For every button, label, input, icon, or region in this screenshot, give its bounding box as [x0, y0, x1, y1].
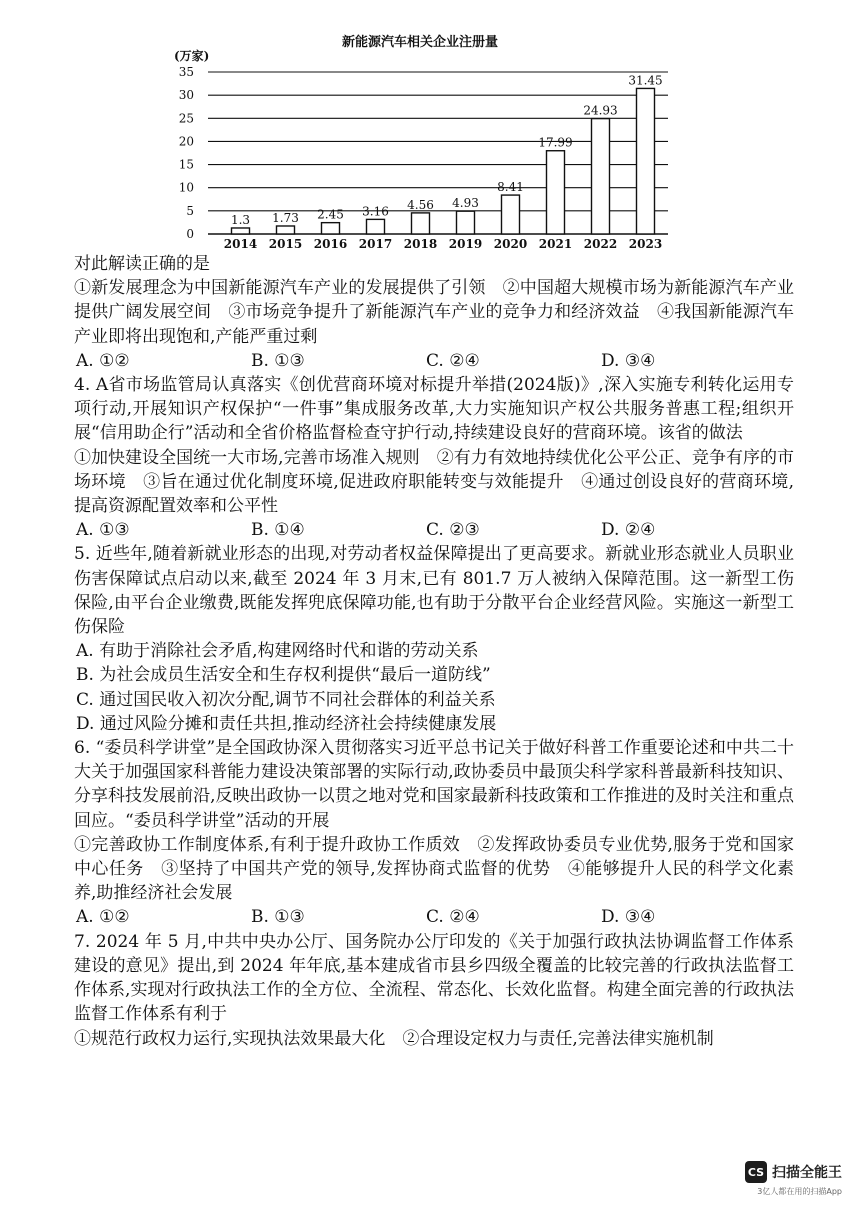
q6-option-d: D. ③④: [601, 907, 656, 928]
x-tick-label-2023: 2023: [628, 237, 663, 251]
q4-options: [74, 518, 794, 542]
value-label-2022: 24.93: [583, 103, 618, 118]
q3-option-a: A. ①②: [76, 350, 130, 371]
bar-2023: [637, 88, 655, 234]
y-tick-label-5: 5: [186, 203, 194, 218]
bar-2022: [592, 119, 610, 234]
value-label-2023: 31.45: [628, 73, 663, 88]
q6-option-a: A. ①②: [76, 907, 130, 928]
q5-stem: 5. 近些年,随着新就业形态的出现,对劳动者权益保障提出了更高要求。新就业形态就业人员职业伤害保障试点启动以来,截至 2024 年 3 月末,已有 801.7 万人被纳入保障范围。这一新型工伤保险,由平台企业缴费,既能发挥兜底保障功能,也有助于分散平台企业经营风险。实施这一新型工伤保险: [74, 544, 794, 638]
bar-chart-svg: [160, 30, 680, 252]
q3-stem: 对此解读正确的是: [74, 254, 210, 274]
y-tick-label-35: 35: [178, 65, 194, 79]
q4-items: ①加快建设全国统一大市场,完善市场准入规则 ②有力有效地持续优化公平公正、竞争有序的市场环境 ③旨在通过优化制度环境,促进政府职能转变与效能提升 ④通过创设良好的营商环境,提高资源配置效率和公平性: [74, 447, 794, 517]
q7-items: ①规范行政权力运行,实现执法效果最大化 ②合理设定权力与责任,完善法律实施机制: [74, 1028, 714, 1049]
value-label-2015: 1.73: [272, 210, 299, 225]
value-label-2016: 2.45: [317, 207, 344, 222]
bar-2019: [457, 211, 475, 234]
scanner-watermark: [722, 1161, 842, 1197]
q6-stem: 6. “委员科学讲堂”是全国政协深入贯彻落实习近平总书记关于做好科普工作重要论述和中共二十大关于加强国家科普能力建设决策部署的实际行动,政协委员中最顶尖科学家科普最新科技知识、分享科技发展前沿,反映出政协一以贯之地对党和国家最新科技政策和工作推进的及时关注和重点回应。“委员科学讲堂”活动的开展: [74, 738, 794, 831]
bar-2020: [502, 195, 520, 234]
q6-items: ①完善政协工作制度体系,有利于提升政协工作质效 ②发挥政协委员专业优势,服务于党和国家中心任务 ③坚持了中国共产党的领导,发挥协商式监督的优势 ④能够提升人民的科学文化素养,助推经济社会发展: [74, 834, 794, 904]
x-tick-label-2018: 2018: [403, 237, 438, 251]
value-label-2018: 4.56: [407, 197, 434, 212]
x-tick-label-2014: 2014: [223, 237, 258, 251]
y-tick-label-30: 30: [178, 88, 194, 103]
bar-2016: [322, 223, 340, 234]
y-tick-label-20: 20: [178, 134, 194, 149]
x-tick-label-2020: 2020: [493, 237, 528, 251]
q3-option-b: B. ①③: [251, 350, 305, 371]
q5-option-d: D. 通过风险分摊和责任共担,推动经济社会持续健康发展: [76, 713, 497, 734]
q5-option-c: C. 通过国民收入初次分配,调节不同社会群体的利益关系: [76, 689, 496, 710]
value-label-2017: 3.16: [362, 204, 389, 219]
q6-option-b: B. ①③: [251, 907, 305, 928]
bar-2018: [412, 213, 430, 234]
x-tick-label-2017: 2017: [358, 237, 393, 251]
bar-2014: [232, 228, 250, 234]
bar-2017: [367, 219, 385, 234]
x-tick-label-2021: 2021: [538, 237, 573, 251]
x-tick-label-2019: 2019: [448, 237, 483, 251]
x-tick-label-2022: 2022: [583, 237, 618, 251]
value-label-2020: 8.41: [497, 180, 524, 195]
y-tick-label-10: 10: [178, 180, 194, 195]
y-tick-label-0: 0: [186, 227, 194, 241]
value-label-2014: 1.3: [230, 212, 251, 227]
q4-option-c: C. ②③: [426, 520, 480, 541]
bar-2021: [547, 151, 565, 234]
y-tick-label-25: 25: [178, 111, 194, 126]
q4-stem: 4. A省市场监管局认真落实《创优营商环境对标提升举措(2024版)》,深入实施专利转化运用专项行动,开展知识产权保护“一件事”集成服务改革,大力实施知识产权公共服务普惠工程;组织开展“信用助企行”活动和全省价格监督检查守护行动,持续建设良好的营商环境。该省的做法: [74, 375, 794, 444]
y-tick-label-15: 15: [178, 157, 194, 172]
q3-option-c: C. ②④: [426, 350, 480, 371]
value-label-2021: 17.99: [538, 135, 573, 150]
watermark-subtitle: 3亿人都在用的扫描App: [757, 1187, 842, 1196]
q4-option-b: B. ①④: [251, 520, 305, 541]
q4-option-d: D. ②④: [601, 520, 656, 541]
q5-option-b: B. 为社会成员生活安全和生存权利提供“最后一道防线”: [76, 665, 491, 686]
value-label-2019: 4.93: [452, 196, 479, 211]
x-tick-label-2016: 2016: [313, 237, 348, 251]
q3-option-d: D. ③④: [601, 350, 656, 371]
q4-option-a: A. ①③: [76, 520, 130, 541]
camscanner-logo-icon: CS: [745, 1161, 767, 1183]
chart-title: 新能源汽车相关企业注册量: [341, 35, 499, 50]
q5-option-a: A. 有助于消除社会矛盾,构建网络时代和谐的劳动关系: [76, 641, 479, 662]
question-content: [74, 252, 794, 1051]
bar-2015: [277, 226, 295, 234]
bar-chart: [160, 30, 680, 252]
x-tick-label-2015: 2015: [268, 237, 303, 251]
q3-options: [74, 349, 794, 373]
q3-items: ①新发展理念为中国新能源汽车产业的发展提供了引领 ②中国超大规模市场为新能源汽车产业提供广阔发展空间 ③市场竞争提升了新能源汽车产业的竞争力和经济效益 ④我国新能源汽车产业即将出现饱和,产能严重过剩: [74, 278, 794, 347]
q7-stem: 7. 2024 年 5 月,中共中央办公厅、国务院办公厅印发的《关于加强行政执法协调监督工作体系建设的意见》提出,到 2024 年年底,基本建成省市县乡四级全覆盖的比较完善的行政执法监督工作体系,实现对行政执法工作的全方位、全流程、常态化、长效化监督。构建全面完善的行政执法监督工作体系有利于: [74, 931, 794, 1025]
y-axis-label: (万家): [174, 49, 210, 63]
watermark-name: 扫描全能王: [772, 1165, 842, 1181]
q6-options: [74, 905, 794, 929]
q6-option-c: C. ②④: [426, 907, 480, 928]
